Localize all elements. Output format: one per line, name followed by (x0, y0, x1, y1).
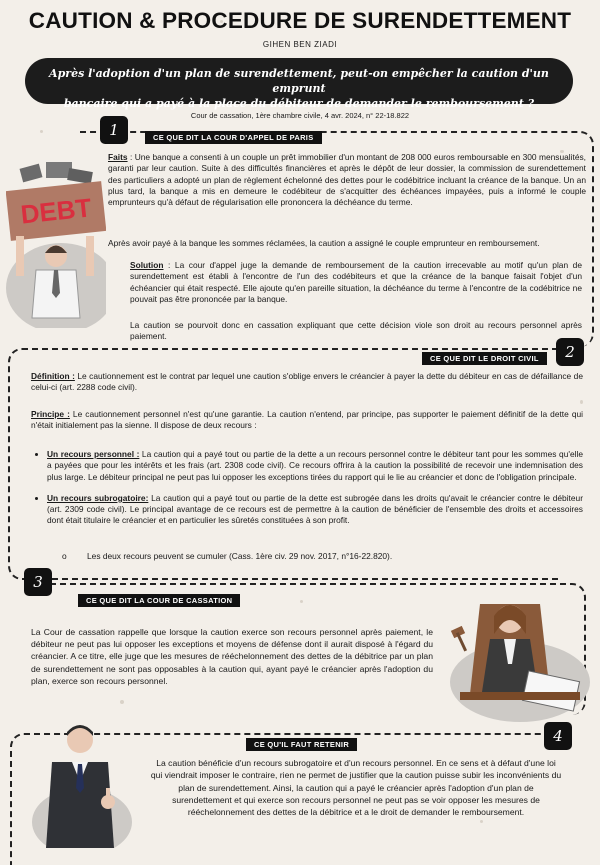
faits-text: : Une banque a consenti à un couple un prêt immobilier d'un montant de 208 000 euros remboursable en 300 mensualités, garanti par leur caution. Suite à des difficultés financières et après le dépôt de leur dossier, la commission de surendettement des particuliers a adopté un plan de règlement échelonné des dettes pour le codébitrice incluant la créance de la banque. Un an plus tard, la banque a mis en demeure le codébiteur de s'acquitter des échéances impayées, puis a informé le couple emprunteurs qu'à défaut de régularisation elle prononcera la déchéance du terme. (108, 152, 586, 208)
question-banner (25, 58, 573, 110)
judge-illustration (440, 584, 590, 724)
section-2-definition (31, 371, 583, 394)
recours-subrogatoire-item (47, 493, 583, 527)
question-line-2: bancaire qui a payé à la place du débiteur de demander le remboursement ? (63, 97, 535, 110)
question-line-1: Après l'adoption d'un plan de surendettement, peut-on empêcher la caution d'un emprunt (49, 67, 549, 95)
definition-text: Le cautionnement est le contrat par lequel une caution s'oblige envers le créancier à payer la dette du débiteur en cas de défaillance de celui-ci (art. 2288 code civil). (31, 371, 583, 393)
recours-personnel-text: La caution qui a payé tout ou partie de la dette a un recours personnel contre le débiteur tant pour les sommes qu'elle a payées que pour les intérêts et les frais (art. 2308 code civil). Ce recours offrira à la caution la possibilité de recevoir une indemnisation des plus large. Le débiteur principal ne peut pas lui opposer les exceptions tirées du rapport qui le lie au créancier et donc de l'obligation principale. (47, 449, 583, 482)
businessman-illustration (32, 718, 132, 848)
section-4-number: 4 (544, 722, 572, 750)
section-1-number: 1 (100, 116, 128, 144)
definition-label: Définition : (31, 371, 75, 381)
recours-subrogatoire-text: La caution qui a payé tout ou partie de la dette est subrogée dans les droits qu'avait le créancier contre le débiteur (art. 2309 code civil). Le principal avantage de ce recours est de permettre à la caution de bénéficier de l'ensemble des droits et accessoires dont était titulaire le créancier et en particulier les sûretés constituées à son profit. (47, 492, 583, 526)
cumul-bullet: o (62, 551, 67, 561)
section-3-number: 3 (24, 568, 52, 596)
section-1-para2: Après avoir payé à la banque les sommes réclamées, la caution a assigné le couple emprunteur en remboursement. (108, 238, 540, 248)
section-1-para4: La caution se pourvoit donc en cassation expliquant que cette décision viole son droit au recours personnel après paiement. (130, 320, 582, 342)
section-2-recours-list (31, 449, 583, 527)
principe-label: Principe : (31, 409, 70, 419)
debt-illustration (6, 158, 106, 328)
recours-personnel-item (47, 449, 583, 483)
debt-box-label: DEBT (19, 192, 93, 230)
faits-label: Faits (108, 152, 128, 162)
section-1-solution (130, 260, 582, 305)
cumul-text: Les deux recours peuvent se cumuler (Cass. 1ère civ. 29 nov. 2017, n°16-22.820). (87, 551, 393, 561)
section-3-text: La Cour de cassation rappelle que lorsque la caution exerce son recours personnel après paiement, le débiteur ne peut pas lui opposer les exceptions et moyens de défense dont il aurait disposé à l'égard du créancier. A ce titre, elle juge que les mesures de rééchelonnement des dettes de la débitrice par un plan de surendettement ne sont pas opposables à la caution qui, ayant payé le créancier après l'adoption du plan, exerce son recours personnel. (31, 627, 433, 686)
case-reference: Cour de cassation, 1ère chambre civile, 4 avr. 2024, n° 22-18.822 (190, 111, 410, 120)
section-2-cumul-line (62, 551, 582, 562)
recours-subrogatoire-label: Un recours subrogatoire: (47, 492, 149, 503)
principe-text: Le cautionnement personnel n'est qu'une garantie. La caution n'entend, par principe, pas supporter le paiement définitif de la dette qui n'était initialement pas la sienne. Il dispose de deux recours : (31, 409, 584, 431)
solution-label: Solution (130, 260, 164, 270)
section-2-title: CE QUE DIT LE DROIT CIVIL (422, 352, 547, 365)
section-3-title: CE QUE DIT LA COUR DE CASSATION (78, 594, 240, 607)
section-1-faits (108, 152, 586, 208)
section-1-title: CE QUE DIT LA COUR D'APPEL DE PARIS (145, 131, 322, 144)
recours-personnel-label: Un recours personnel : (47, 449, 140, 459)
page-title: CAUTION & PROCEDURE DE SURENDETTEMENT (28, 8, 572, 33)
section-2-number: 2 (556, 338, 584, 366)
section-4-text: La caution bénéficie d'un recours subrogatoire et d'un recours personnel. En ce sens et à défaut d'une loi qui viendrait imposer le contraire, rien ne permet de justifier que la caution puisse subir les inconvénients du plan de surendettement. Ainsi, la caution qui a payé le créancier après l'adoption d'un plan de surendettement et qui exerce son recours personnel ne peut pas se voir opposer les mesures de rééchelonnement des dettes de la débitrice et a le droit de demander le remboursement. (150, 758, 562, 818)
section-2-principe (31, 409, 583, 432)
author-name: GIHEN BEN ZIADI (262, 40, 338, 49)
solution-text: : La cour d'appel juge la demande de remboursement de la caution irrecevable au motif qu'un plan de surendettement est établi à l'encontre de l'un des codébiteurs et que la créance de la banque faisait l'objet d'un échéancier qui était respecté. Elle ajoute qu'en pareille situation, la déchéance du terme à l'encontre de la codébitrice ne pouvait pas être prononcée par la banque. (130, 260, 582, 304)
section-4-title: CE QU'IL FAUT RETENIR (246, 738, 357, 751)
